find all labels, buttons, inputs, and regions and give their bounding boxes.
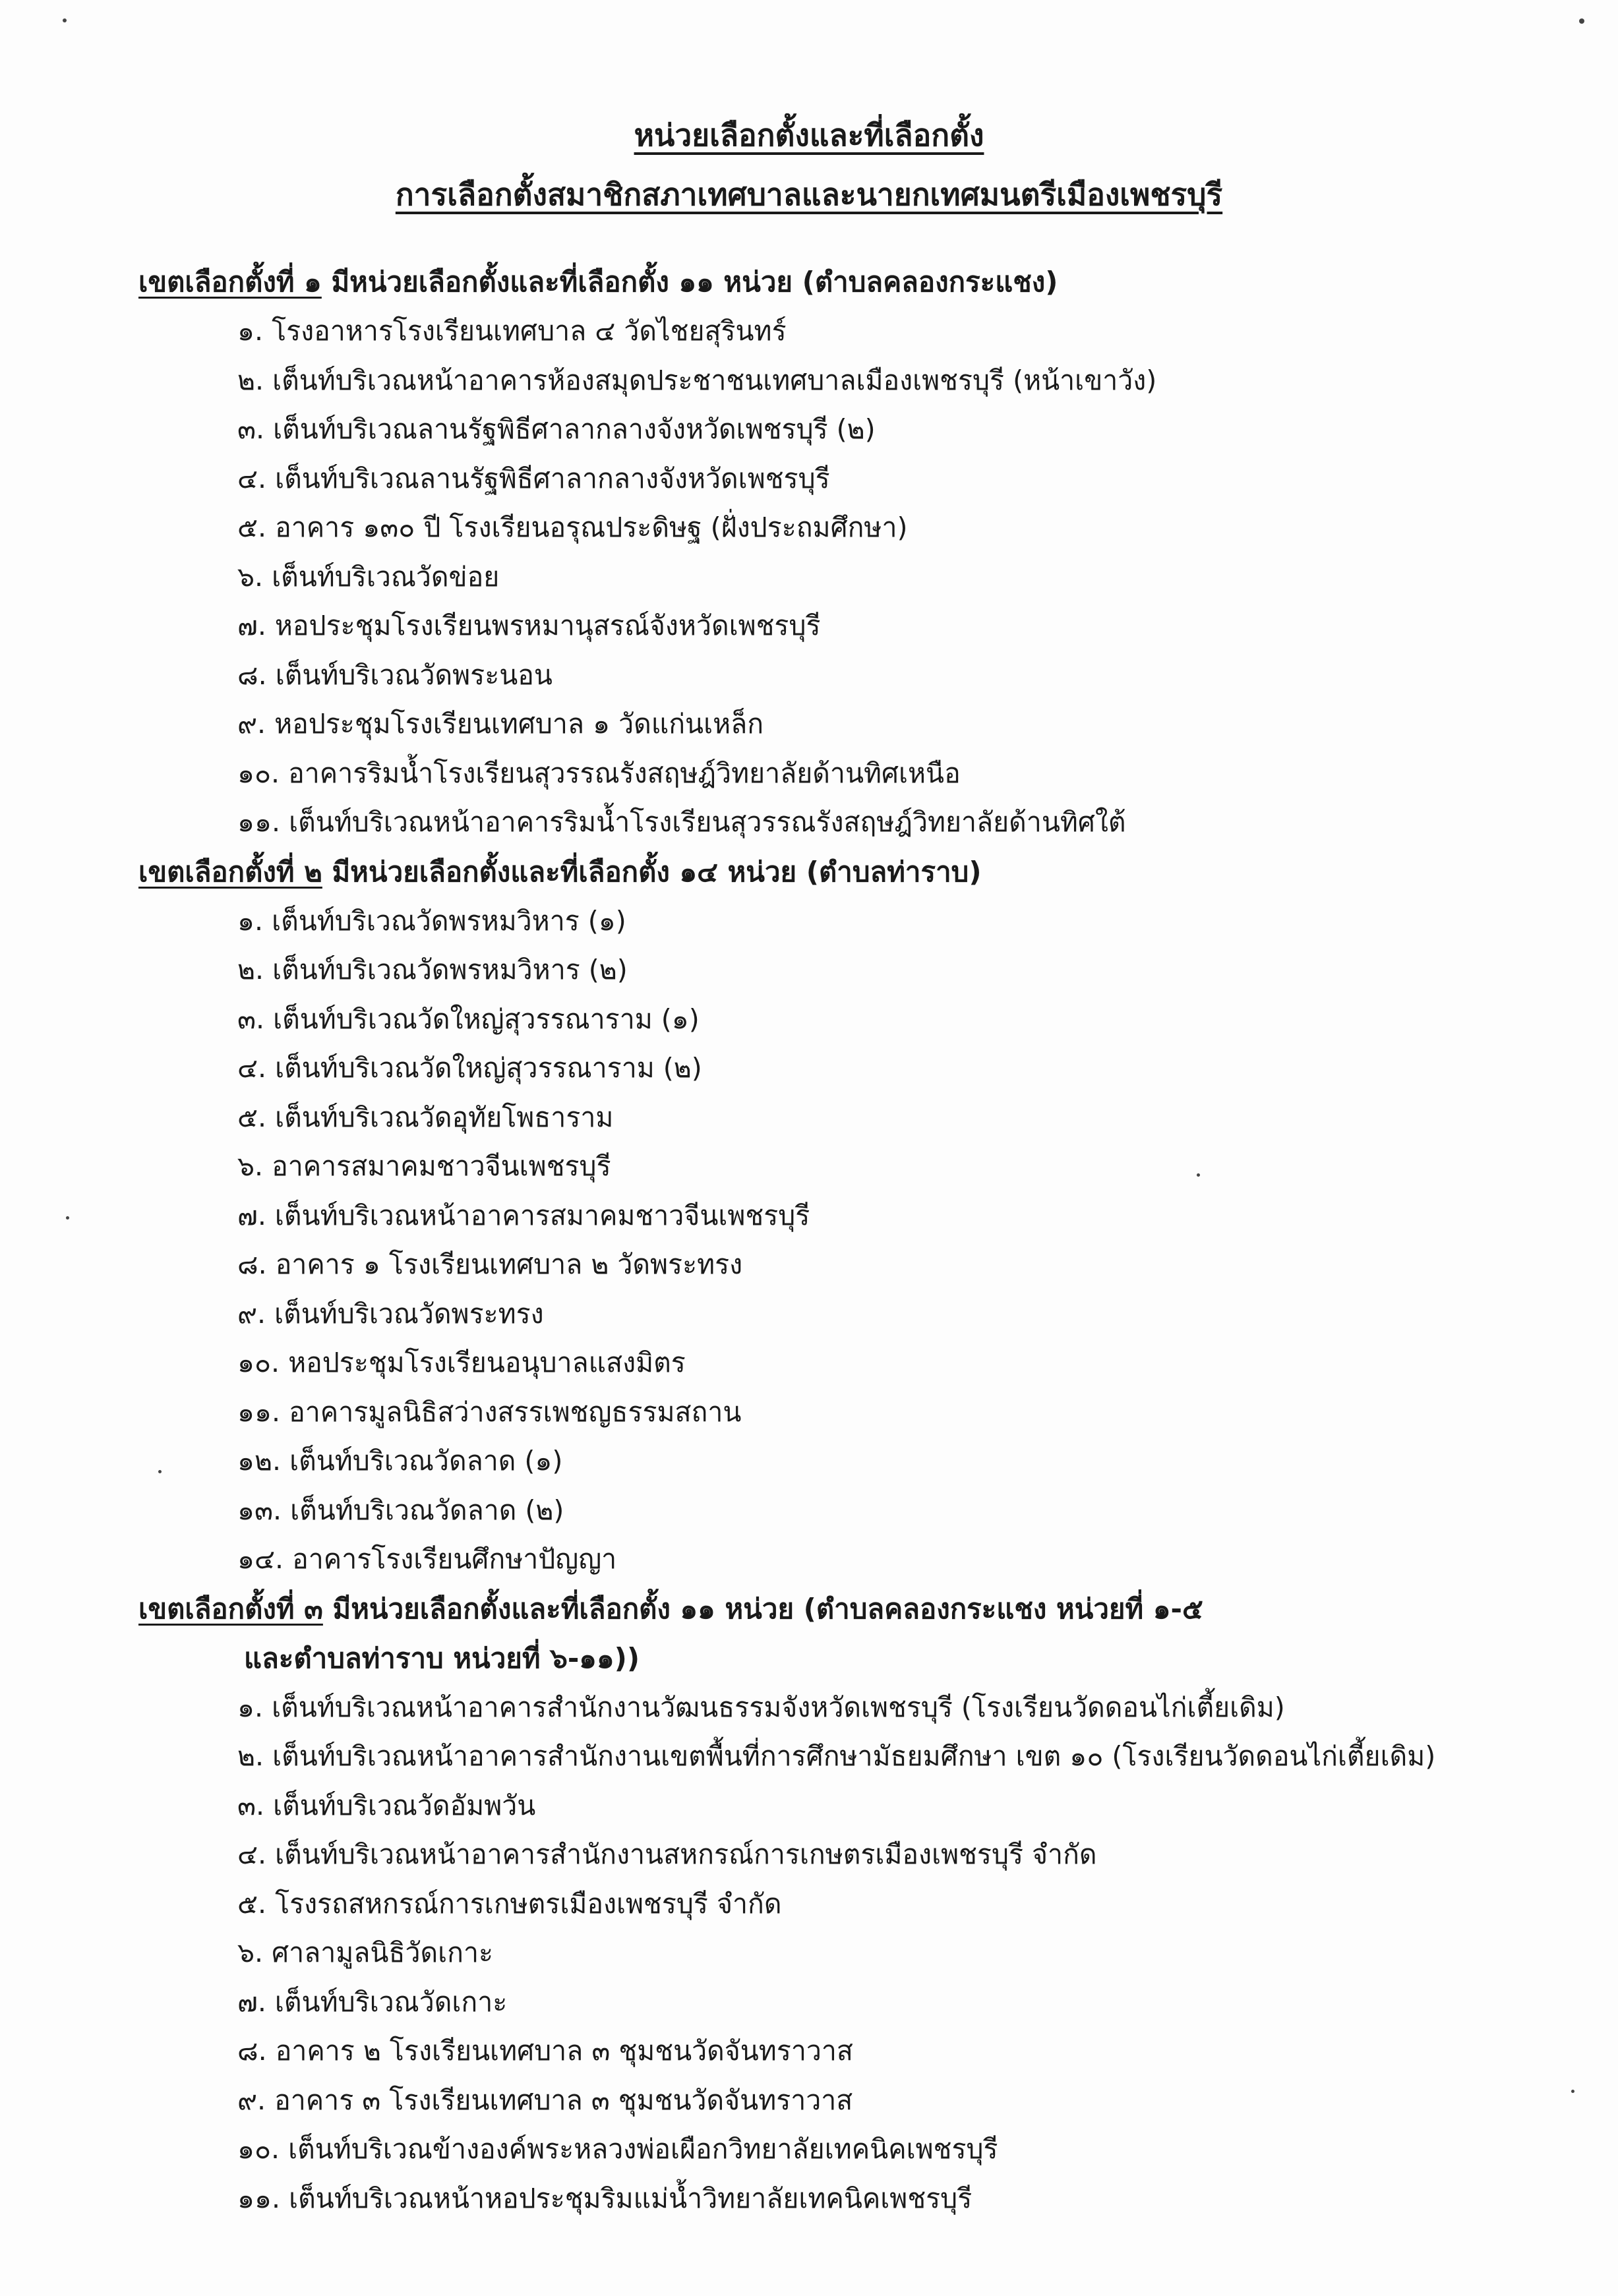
list-item: ๑๔. อาคารโรงเรียนศึกษาปัญญา	[237, 1543, 617, 1575]
list-item: ๔. เต็นท์บริเวณวัดใหญ่สุวรรณาราม (๒)	[237, 1052, 702, 1084]
district-name: เขตเลือกตั้งที่ ๒	[138, 855, 322, 888]
polling-unit-list	[138, 897, 1523, 1584]
list-item: ๖. เต็นท์บริเวณวัดข่อย	[237, 560, 500, 593]
district-summary: มีหน่วยเลือกตั้งและที่เลือกตั้ง ๑๔ หน่วย (ตำบลท่าราบ)	[332, 855, 982, 888]
scan-speck	[66, 1216, 69, 1220]
list-item: ๓. เต็นท์บริเวณลานรัฐพิธีศาลากลางจังหวัดเพชรบุรี (๒)	[237, 413, 876, 445]
scan-speck	[1579, 18, 1584, 24]
district-name: เขตเลือกตั้งที่ ๑	[138, 266, 322, 298]
district-header	[138, 847, 1523, 897]
districts-container	[138, 257, 1523, 2223]
scan-speck	[63, 18, 67, 22]
list-item: ๓. เต็นท์บริเวณวัดใหญ่สุวรรณาราม (๑)	[237, 1003, 700, 1035]
list-item: ๖. อาคารสมาคมชาวจีนเพชรบุรี	[237, 1150, 611, 1182]
list-item: ๖. ศาลามูลนิธิวัดเกาะ	[237, 1937, 494, 1968]
list-item: ๑๒. เต็นท์บริเวณวัดลาด (๑)	[237, 1445, 563, 1477]
list-item: ๑. เต็นท์บริเวณหน้าอาคารสำนักงานวัฒนธรรมจังหวัดเพชรบุรี (โรงเรียนวัดดอนไก่เตี้ยเดิม)	[237, 1691, 1285, 1723]
list-item: ๑๑. เต็นท์บริเวณหน้าอาคารริมน้ำโรงเรียนสุวรรณรังสฤษฎ์วิทยาลัยด้านทิศใต้	[237, 806, 1126, 838]
polling-unit-list	[138, 307, 1523, 847]
document-title-block	[0, 105, 1618, 224]
district-summary: มีหน่วยเลือกตั้งและที่เลือกตั้ง ๑๑ หน่วย (ตำบลคลองกระแชง)	[331, 266, 1058, 298]
list-item: ๗. เต็นท์บริเวณวัดเกาะ	[237, 1986, 508, 2018]
district-name: เขตเลือกตั้งที่ ๓	[138, 1592, 323, 1625]
list-item: ๑๑. อาคารมูลนิธิสว่างสรรเพชญธรรมสถาน	[237, 1396, 742, 1428]
list-item: ๑. เต็นท์บริเวณวัดพรหมวิหาร (๑)	[237, 904, 626, 937]
district-summary: มีหน่วยเลือกตั้งและที่เลือกตั้ง ๑๑ หน่วย (ตำบลคลองกระแชง หน่วยที่ ๑-๕	[332, 1592, 1203, 1625]
list-item: ๔. เต็นท์บริเวณลานรัฐพิธีศาลากลางจังหวัดเพชรบุรี	[237, 462, 830, 494]
list-item: ๓. เต็นท์บริเวณวัดอัมพวัน	[237, 1789, 536, 1821]
district-2-section	[138, 847, 1523, 1584]
scan-speck	[1197, 1173, 1200, 1177]
list-item: ๙. อาคาร ๓ โรงเรียนเทศบาล ๓ ชุมชนวัดจันทราวาส	[237, 2084, 853, 2116]
list-item: ๗. เต็นท์บริเวณหน้าอาคารสมาคมชาวจีนเพชรบุรี	[237, 1199, 810, 1231]
list-item: ๑๑. เต็นท์บริเวณหน้าหอประชุมริมแม่น้ำวิทยาลัยเทคนิคเพชรบุรี	[237, 2182, 973, 2214]
list-item: ๒. เต็นท์บริเวณหน้าอาคารห้องสมุดประชาชนเทศบาลเมืองเพชรบุรี (หน้าเขาวัง)	[237, 364, 1157, 396]
list-item: ๕. อาคาร ๑๓๐ ปี โรงเรียนอรุณประดิษฐ (ฝั่งประถมศึกษา)	[237, 512, 908, 543]
document-subtitle: การเลือกตั้งสมาชิกสภาเทศบาลและนายกเทศมนตรีเมืองเพชรบุรี	[395, 177, 1223, 212]
list-item: ๑๐. อาคารริมน้ำโรงเรียนสุวรรณรังสฤษฎ์วิทยาลัยด้านทิศเหนือ	[237, 757, 961, 789]
document-title: หน่วยเลือกตั้งและที่เลือกตั้ง	[634, 117, 984, 153]
polling-unit-list	[138, 1683, 1523, 2223]
list-item: ๕. โรงรถสหกรณ์การเกษตรเมืองเพชรบุรี จำกัด	[237, 1887, 782, 1920]
list-item: ๑๐. เต็นท์บริเวณข้างองค์พระหลวงพ่อเผือกวิทยาลัยเทคนิคเพชรบุรี	[237, 2133, 998, 2165]
list-item: ๘. เต็นท์บริเวณวัดพระนอน	[237, 659, 553, 691]
list-item: ๔. เต็นท์บริเวณหน้าอาคารสำนักงานสหกรณ์การเกษตรเมืองเพชรบุรี จำกัด	[237, 1839, 1097, 1870]
list-item: ๑๓. เต็นท์บริเวณวัดลาด (๒)	[237, 1494, 564, 1526]
scan-speck	[158, 1470, 162, 1473]
list-item: ๒. เต็นท์บริเวณวัดพรหมวิหาร (๒)	[237, 954, 628, 986]
list-item: ๑. โรงอาหารโรงเรียนเทศบาล ๔ วัดไชยสุรินทร์	[237, 315, 787, 347]
list-item: ๙. เต็นท์บริเวณวัดพระทรง	[237, 1297, 544, 1330]
list-item: ๕. เต็นท์บริเวณวัดอุทัยโพธาราม	[237, 1101, 614, 1133]
scan-speck	[1571, 2090, 1574, 2093]
list-item: ๗. หอประชุมโรงเรียนพรหมานุสรณ์จังหวัดเพชรบุรี	[237, 610, 821, 641]
district-header	[138, 1584, 1523, 1634]
list-item: ๙. หอประชุมโรงเรียนเทศบาล ๑ วัดแก่นเหล็ก	[237, 708, 764, 740]
district-header	[138, 257, 1523, 307]
district-1-section	[138, 257, 1523, 847]
district-summary-continued: และตำบลท่าราบ หน่วยที่ ๖-๑๑))	[244, 1641, 640, 1674]
district-3-section	[138, 1584, 1523, 2223]
list-item: ๘. อาคาร ๒ โรงเรียนเทศบาล ๓ ชุมชนวัดจันทราวาส	[237, 2035, 853, 2067]
list-item: ๘. อาคาร ๑ โรงเรียนเทศบาล ๒ วัดพระทรง	[237, 1249, 743, 1280]
list-item: ๒. เต็นท์บริเวณหน้าอาคารสำนักงานเขตพื้นที่การศึกษามัธยมศึกษา เขต ๑๐ (โรงเรียนวัดดอนไก่เตี้ยเดิม)	[237, 1740, 1436, 1772]
list-item: ๑๐. หอประชุมโรงเรียนอนุบาลแสงมิตร	[237, 1347, 686, 1378]
